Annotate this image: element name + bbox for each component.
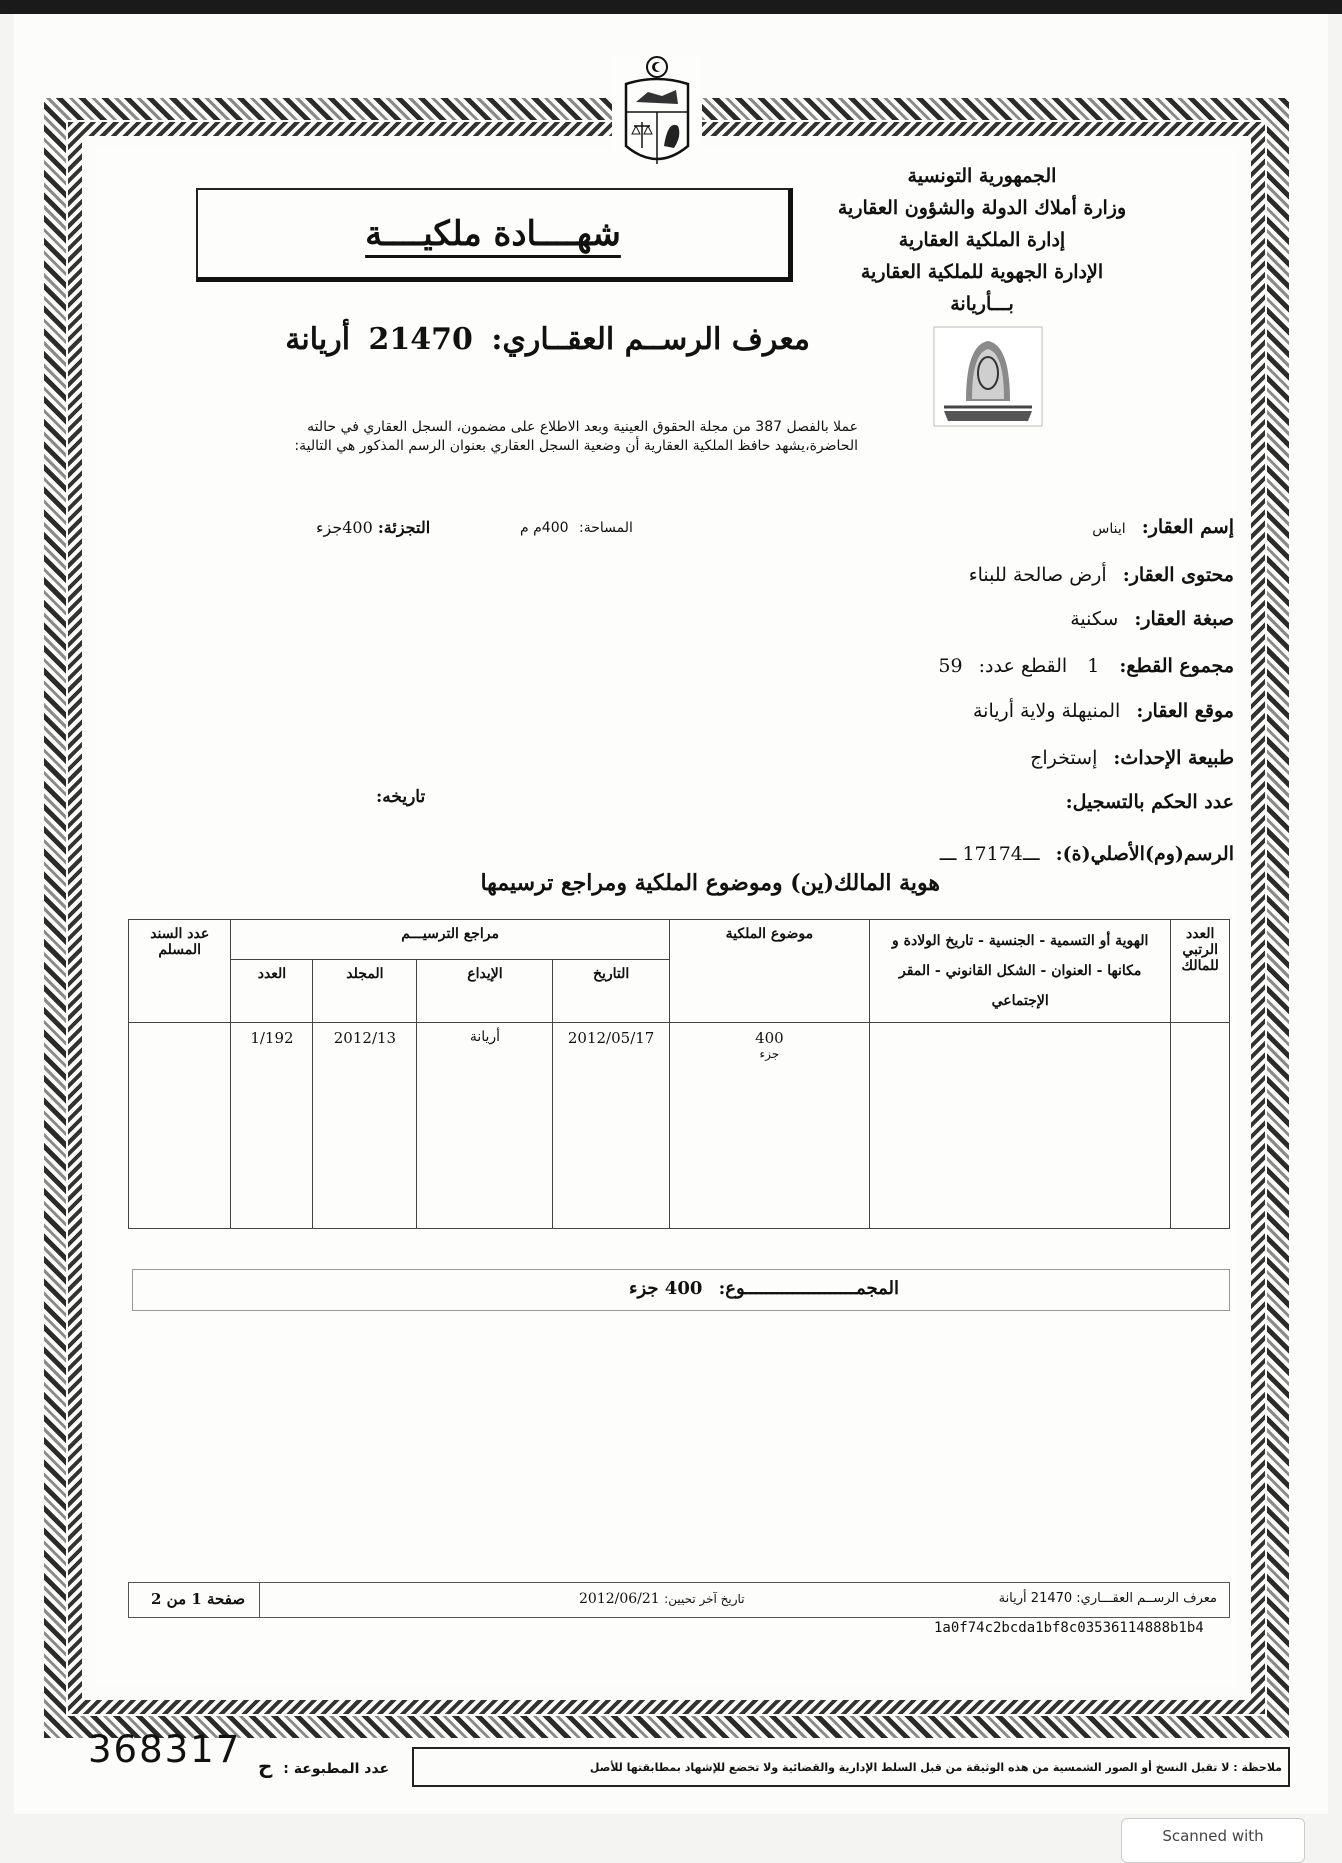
col-refs: مراجع الترسيـــم xyxy=(231,920,669,960)
original-record-label: الرسم(وم)الأصلي(ة): xyxy=(1055,843,1234,865)
legal-note xyxy=(412,1747,1290,1787)
footer-divider xyxy=(259,1583,260,1617)
land-registry-logo-icon xyxy=(930,323,1046,430)
table-row xyxy=(129,1023,1230,1229)
document-hash: 1a0f74c2bcda1bf8c03536114888b1b4 xyxy=(934,1620,1204,1636)
type-row xyxy=(1070,608,1234,630)
total-row xyxy=(629,1278,899,1299)
footer-record-value: 21470 أريانة xyxy=(998,1591,1073,1606)
page-indicator: صفحة 1 من 2 xyxy=(151,1590,246,1608)
col-deposit: الإيداع xyxy=(417,960,553,1023)
scanner-text: Scanned with xyxy=(1162,1827,1264,1845)
type-label: صبغة العقار: xyxy=(1134,608,1234,630)
content-label: محتوى العقار: xyxy=(1122,564,1234,586)
original-record-row xyxy=(940,843,1234,865)
col-identity: الهوية أو التسمية - الجنسية - تاريخ الولادة و مكانها - العنوان - الشكل القانوني - المقر الإجتماعي xyxy=(869,920,1170,1023)
subdivision-row xyxy=(316,518,430,537)
republic-name: الجمهورية التونسية xyxy=(907,165,1057,187)
legal-note-text: ملاحظة : لا تقبل النسخ أو الصور الشمسية من هذه الوثيقة من قبل السلط الإدارية والقضائية ولا تخضع للإشهاد بمطابقتها للأصل xyxy=(589,1760,1282,1774)
lots-row xyxy=(938,655,1234,677)
judgment-date-label: تاريخه: xyxy=(376,787,426,807)
area-row xyxy=(520,520,633,536)
location-value: المنيهلة ولاية أريانة xyxy=(972,700,1121,722)
property-name-row xyxy=(1092,516,1234,538)
office-city: بـــأريانة xyxy=(950,293,1014,315)
lot-number-value: 59 xyxy=(938,655,963,677)
document-number: 368317 xyxy=(88,1728,242,1771)
identity-cell xyxy=(869,1023,1170,1229)
subject-unit: جزء xyxy=(759,1047,780,1061)
location-label: موقع العقار: xyxy=(1136,700,1234,722)
issuing-authority xyxy=(812,160,1152,320)
record-number: 21470 xyxy=(368,322,473,357)
record-label: معرف الرســم العقــاري: xyxy=(491,322,810,357)
regional-office: الإدارة الجهوية للملكية العقارية xyxy=(860,261,1104,283)
footer-update-label: تاريخ آخر تحيين: xyxy=(664,1592,745,1606)
type-value: سكنية xyxy=(1070,608,1119,630)
creation-label: طبيعة الإحداث: xyxy=(1113,747,1234,769)
owners-table xyxy=(128,919,1230,1229)
col-rank: العدد الرتبي للمالك xyxy=(1171,920,1230,1023)
total-box xyxy=(132,1269,1230,1311)
col-delivered: عدد السند المسلم xyxy=(129,920,231,1023)
legal-preamble: عملا بالفصل 387 من مجلة الحقوق العينية وبعد الاطلاع على مضمون، السجل العقاري في حالته الحاضرة،يشهد حافظ الملكية العقارية أن وضعية السجل العقاري بعنوان الرسم المذكور هي التالية: xyxy=(294,419,858,454)
col-number: العدد xyxy=(231,960,313,1023)
col-date: التاريخ xyxy=(553,960,669,1023)
date-cell: 2012/05/17 xyxy=(553,1023,669,1229)
footer-update-value: 2012/06/21 xyxy=(579,1591,660,1607)
subdivision-label: التجزئة: xyxy=(377,518,431,537)
print-number xyxy=(258,1754,389,1778)
certificate-title-box xyxy=(196,188,793,282)
record-identifier xyxy=(285,322,810,357)
certificate-body xyxy=(96,150,1237,1686)
subdivision-value: 400جزء xyxy=(316,518,373,537)
original-record-value: ـــ17174 ـــ xyxy=(939,843,1040,865)
creation-value: إستخراج xyxy=(1030,747,1098,769)
ministry-name: وزارة أملاك الدولة والشؤون العقارية xyxy=(837,197,1127,219)
delivered-cell xyxy=(129,1023,231,1229)
footer-record-label: معرف الرســم العقـــاري: xyxy=(1076,1591,1217,1606)
location-row xyxy=(973,700,1234,722)
total-label: المجمـــــــــــــــــــــوع: xyxy=(718,1278,899,1299)
lot-number-label: القطع عدد: xyxy=(978,655,1068,677)
department-name: إدارة الملكية العقارية xyxy=(898,229,1066,251)
col-volume: المجلد xyxy=(313,960,417,1023)
page-footer xyxy=(128,1582,1230,1618)
owners-section-title: هوية المالك(ين) وموضوع الملكية ومراجع ترسيمها xyxy=(480,870,940,896)
volume-cell: 2012/13 xyxy=(313,1023,417,1229)
total-value: 400 جزء xyxy=(629,1278,703,1299)
number-cell: 1/192 xyxy=(231,1023,313,1229)
property-name-label: إسم العقار: xyxy=(1141,516,1234,538)
subject-cell xyxy=(669,1023,869,1229)
top-edge xyxy=(0,0,1342,14)
deposit-cell: أريانة xyxy=(417,1023,553,1229)
lots-group-label: مجموع القطع: xyxy=(1119,655,1234,677)
creation-row xyxy=(1030,747,1234,769)
area-label: المساحة: xyxy=(578,520,633,536)
print-value: ح xyxy=(258,1754,273,1778)
print-label: عدد المطبوعة : xyxy=(283,1761,390,1777)
certificate-title: شهــــادة ملكيــــة xyxy=(365,213,621,254)
record-place: أريانة xyxy=(285,322,351,357)
content-row xyxy=(969,564,1234,586)
lots-group-value: 1 xyxy=(1087,655,1100,677)
subject-value: 400 xyxy=(755,1029,784,1047)
col-subject: موضوع الملكية xyxy=(669,920,869,1023)
footer-update xyxy=(579,1591,745,1607)
judgment-label: عدد الحكم بالتسجيل: xyxy=(1065,791,1234,813)
judgment-row xyxy=(1066,791,1234,813)
scanner-watermark xyxy=(1121,1818,1305,1863)
content-value: أرض صالحة للبناء xyxy=(968,564,1107,586)
area-value: 400م م xyxy=(520,520,569,536)
footer-record xyxy=(999,1591,1217,1606)
rank-cell xyxy=(1171,1023,1230,1229)
property-name-value: ايناس xyxy=(1092,521,1126,537)
tunisia-emblem-icon xyxy=(612,56,702,174)
